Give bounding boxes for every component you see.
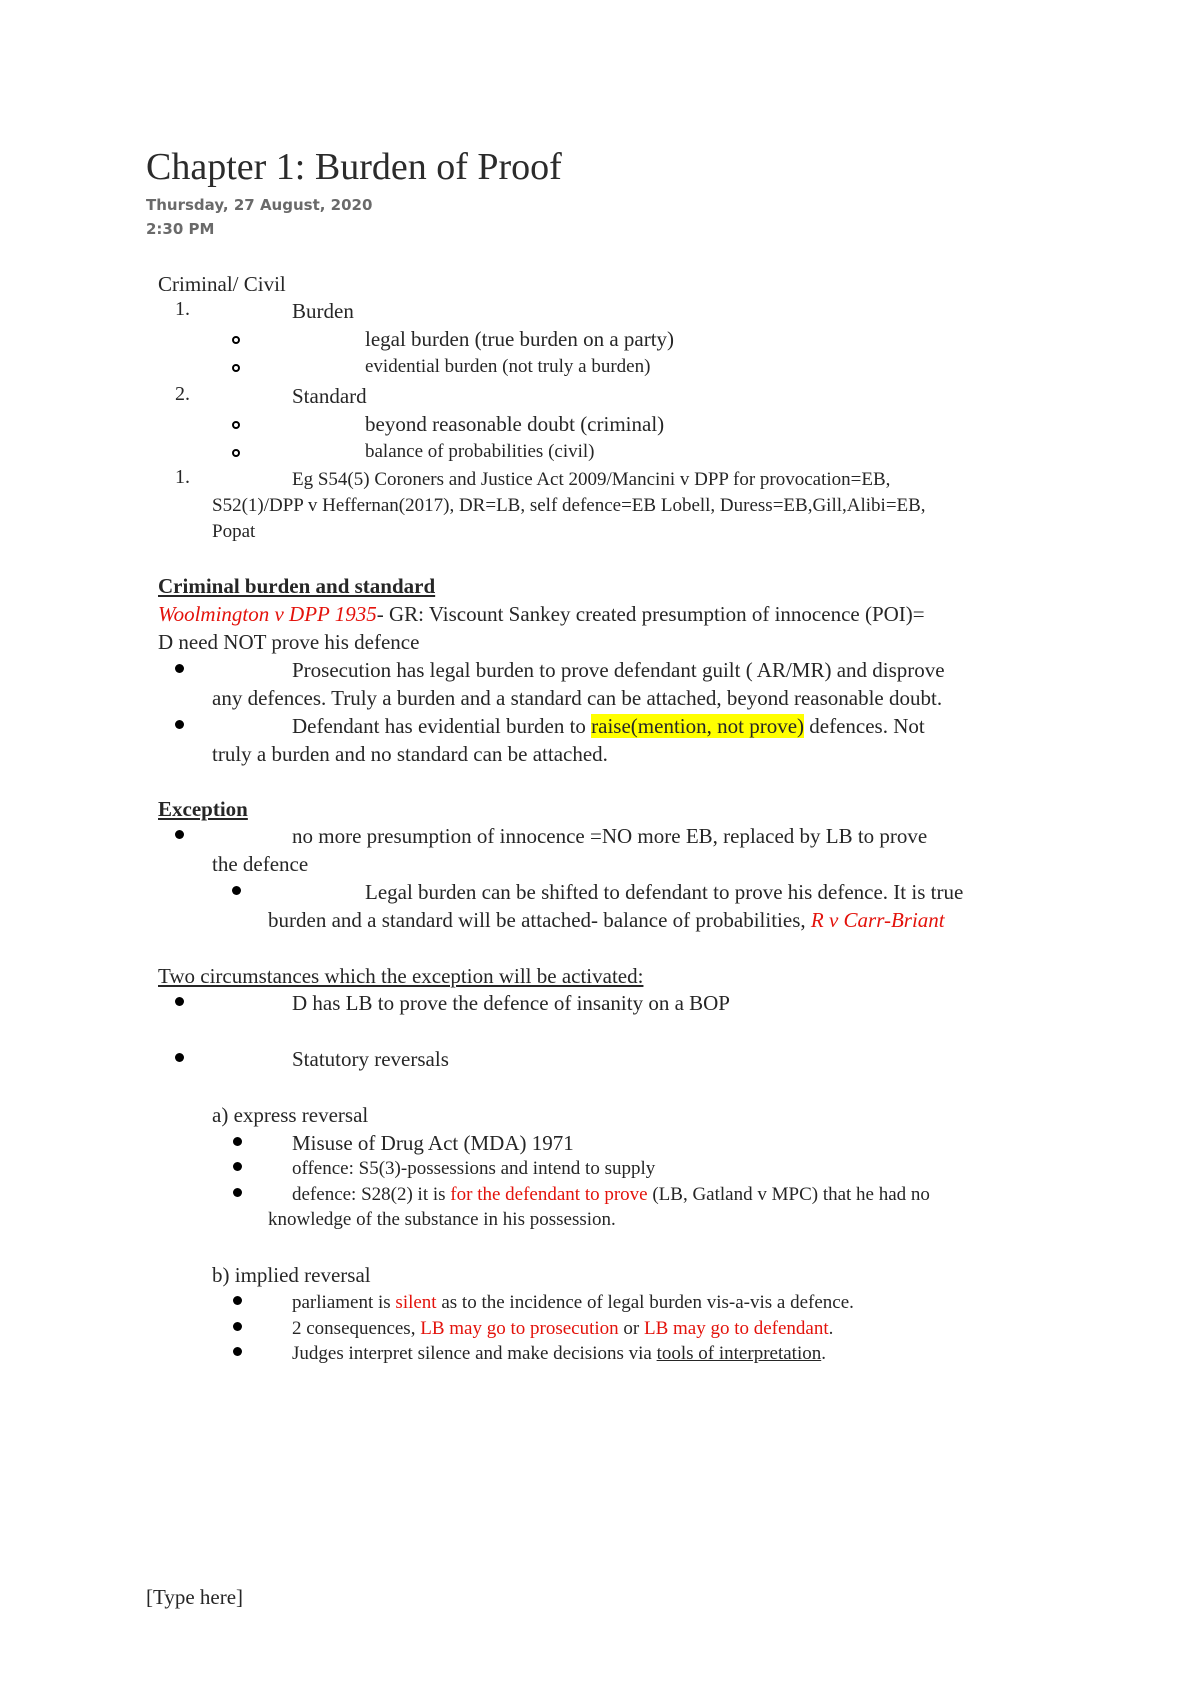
red-text: LB may go to prosecution [420,1318,619,1339]
bullet-text-cont: knowledge of the substance in his possession. [268,1209,616,1230]
highlighted-text: raise(mention, not prove) [591,714,805,738]
underlined-text: tools of interpretation [656,1343,822,1364]
bullet-text [292,713,925,739]
text-span: . [821,1343,826,1364]
list-item-burden: Burden [292,299,354,323]
section-heading-circumstances: Two circumstances which the exception will be activated: [158,964,644,988]
section-heading-exception: Exception [158,797,248,821]
bullet-text: Legal burden can be shifted to defendant to prove his defence. It is true [365,880,964,904]
page-title: Chapter 1: Burden of Proof [146,146,562,188]
bullet-icon [233,1188,242,1197]
list-subitem: evidential burden (not truly a burden) [365,356,651,377]
text-span: Defendant has evidential burden to [292,714,592,738]
bullet-icon [233,1162,242,1171]
note-time: 2:30 PM [146,220,215,238]
text-span: parliament is [292,1292,396,1313]
bullet-icon [233,1296,242,1305]
red-text: silent [395,1292,437,1313]
case-name: R v Carr-Briant [810,908,945,932]
circle-bullet-icon [232,336,240,344]
bullet-text [292,1341,826,1367]
circle-bullet-icon [232,421,240,429]
bullet-icon [175,664,184,673]
list-number: 1. [175,466,190,488]
bullet-icon [233,1347,242,1356]
bullet-icon [175,720,184,729]
list-subitem: legal burden (true burden on a party) [365,327,675,351]
bullet-icon [233,1137,242,1146]
case-name: Woolmington v DPP 1935 [158,602,377,626]
intro-heading: Criminal/ Civil [158,272,286,296]
text-span: or [618,1318,644,1339]
bullet-text: no more presumption of innocence =NO more EB, replaced by LB to prove [292,824,928,848]
paragraph [158,601,925,627]
text-span: defences. Not [804,714,925,738]
list-item-example-cont: Popat [212,521,256,542]
list-item-standard: Standard [292,384,367,408]
text-span: as to the incidence of legal burden vis-a-vis a defence. [436,1292,854,1313]
bullet-text [292,1316,833,1342]
list-item-example: Eg S54(5) Coroners and Justice Act 2009/Mancini v DPP for provocation=EB, [292,469,891,490]
bullet-icon [175,997,184,1006]
list-subitem: balance of probabilities (civil) [365,441,595,462]
paragraph: D need NOT prove his defence [158,630,420,654]
list-number: 1. [175,298,190,320]
bullet-text-cont: the defence [212,852,309,876]
bullet-text [292,1182,930,1208]
text-span: defence: S28(2) it is [292,1184,451,1205]
text-span: . [828,1318,834,1339]
red-text: for the defendant to prove [450,1184,648,1205]
circle-bullet-icon [232,364,240,372]
sub-heading-implied: b) implied reversal [212,1263,371,1287]
red-text: LB may go to defendant [643,1318,829,1339]
bullet-text-cont: any defences. Truly a burden and a standard can be attached, beyond reasonable doubt. [212,686,943,710]
bullet-text-cont [268,907,945,933]
list-subitem: beyond reasonable doubt (criminal) [365,412,665,436]
list-item-example-cont: S52(1)/DPP v Heffernan(2017), DR=LB, self defence=EB Lobell, Duress=EB,Gill,Alibi=EB, [212,495,926,516]
bullet-icon [175,1053,184,1062]
bullet-text: offence: S5(3)-possessions and intend to supply [292,1158,656,1179]
bullet-icon [233,1322,242,1331]
footer-placeholder[interactable]: [Type here] [146,1585,244,1609]
text-span: (LB, Gatland v MPC) that he had no [647,1184,930,1205]
bullet-icon [232,886,241,895]
text-span: burden and a standard will be attached- balance of probabilities, [268,908,811,932]
sub-heading-express: a) express reversal [212,1103,369,1127]
text-span: 2 consequences, [292,1318,421,1339]
bullet-icon [175,830,184,839]
bullet-text: Statutory reversals [292,1047,449,1071]
circle-bullet-icon [232,449,240,457]
bullet-text [292,1290,854,1316]
bullet-text: Misuse of Drug Act (MDA) 1971 [292,1131,574,1155]
text-span: Judges interpret silence and make decisions via [292,1343,657,1364]
bullet-text-cont: truly a burden and no standard can be attached. [212,742,608,766]
bullet-text: Prosecution has legal burden to prove defendant guilt ( AR/MR) and disprove [292,658,945,682]
section-heading-criminal: Criminal burden and standard [158,574,436,598]
list-number: 2. [175,383,190,405]
text-span: - GR: Viscount Sankey created presumption of innocence (POI)= [376,602,925,626]
note-date: Thursday, 27 August, 2020 [146,196,373,214]
bullet-text: D has LB to prove the defence of insanity on a BOP [292,991,730,1015]
